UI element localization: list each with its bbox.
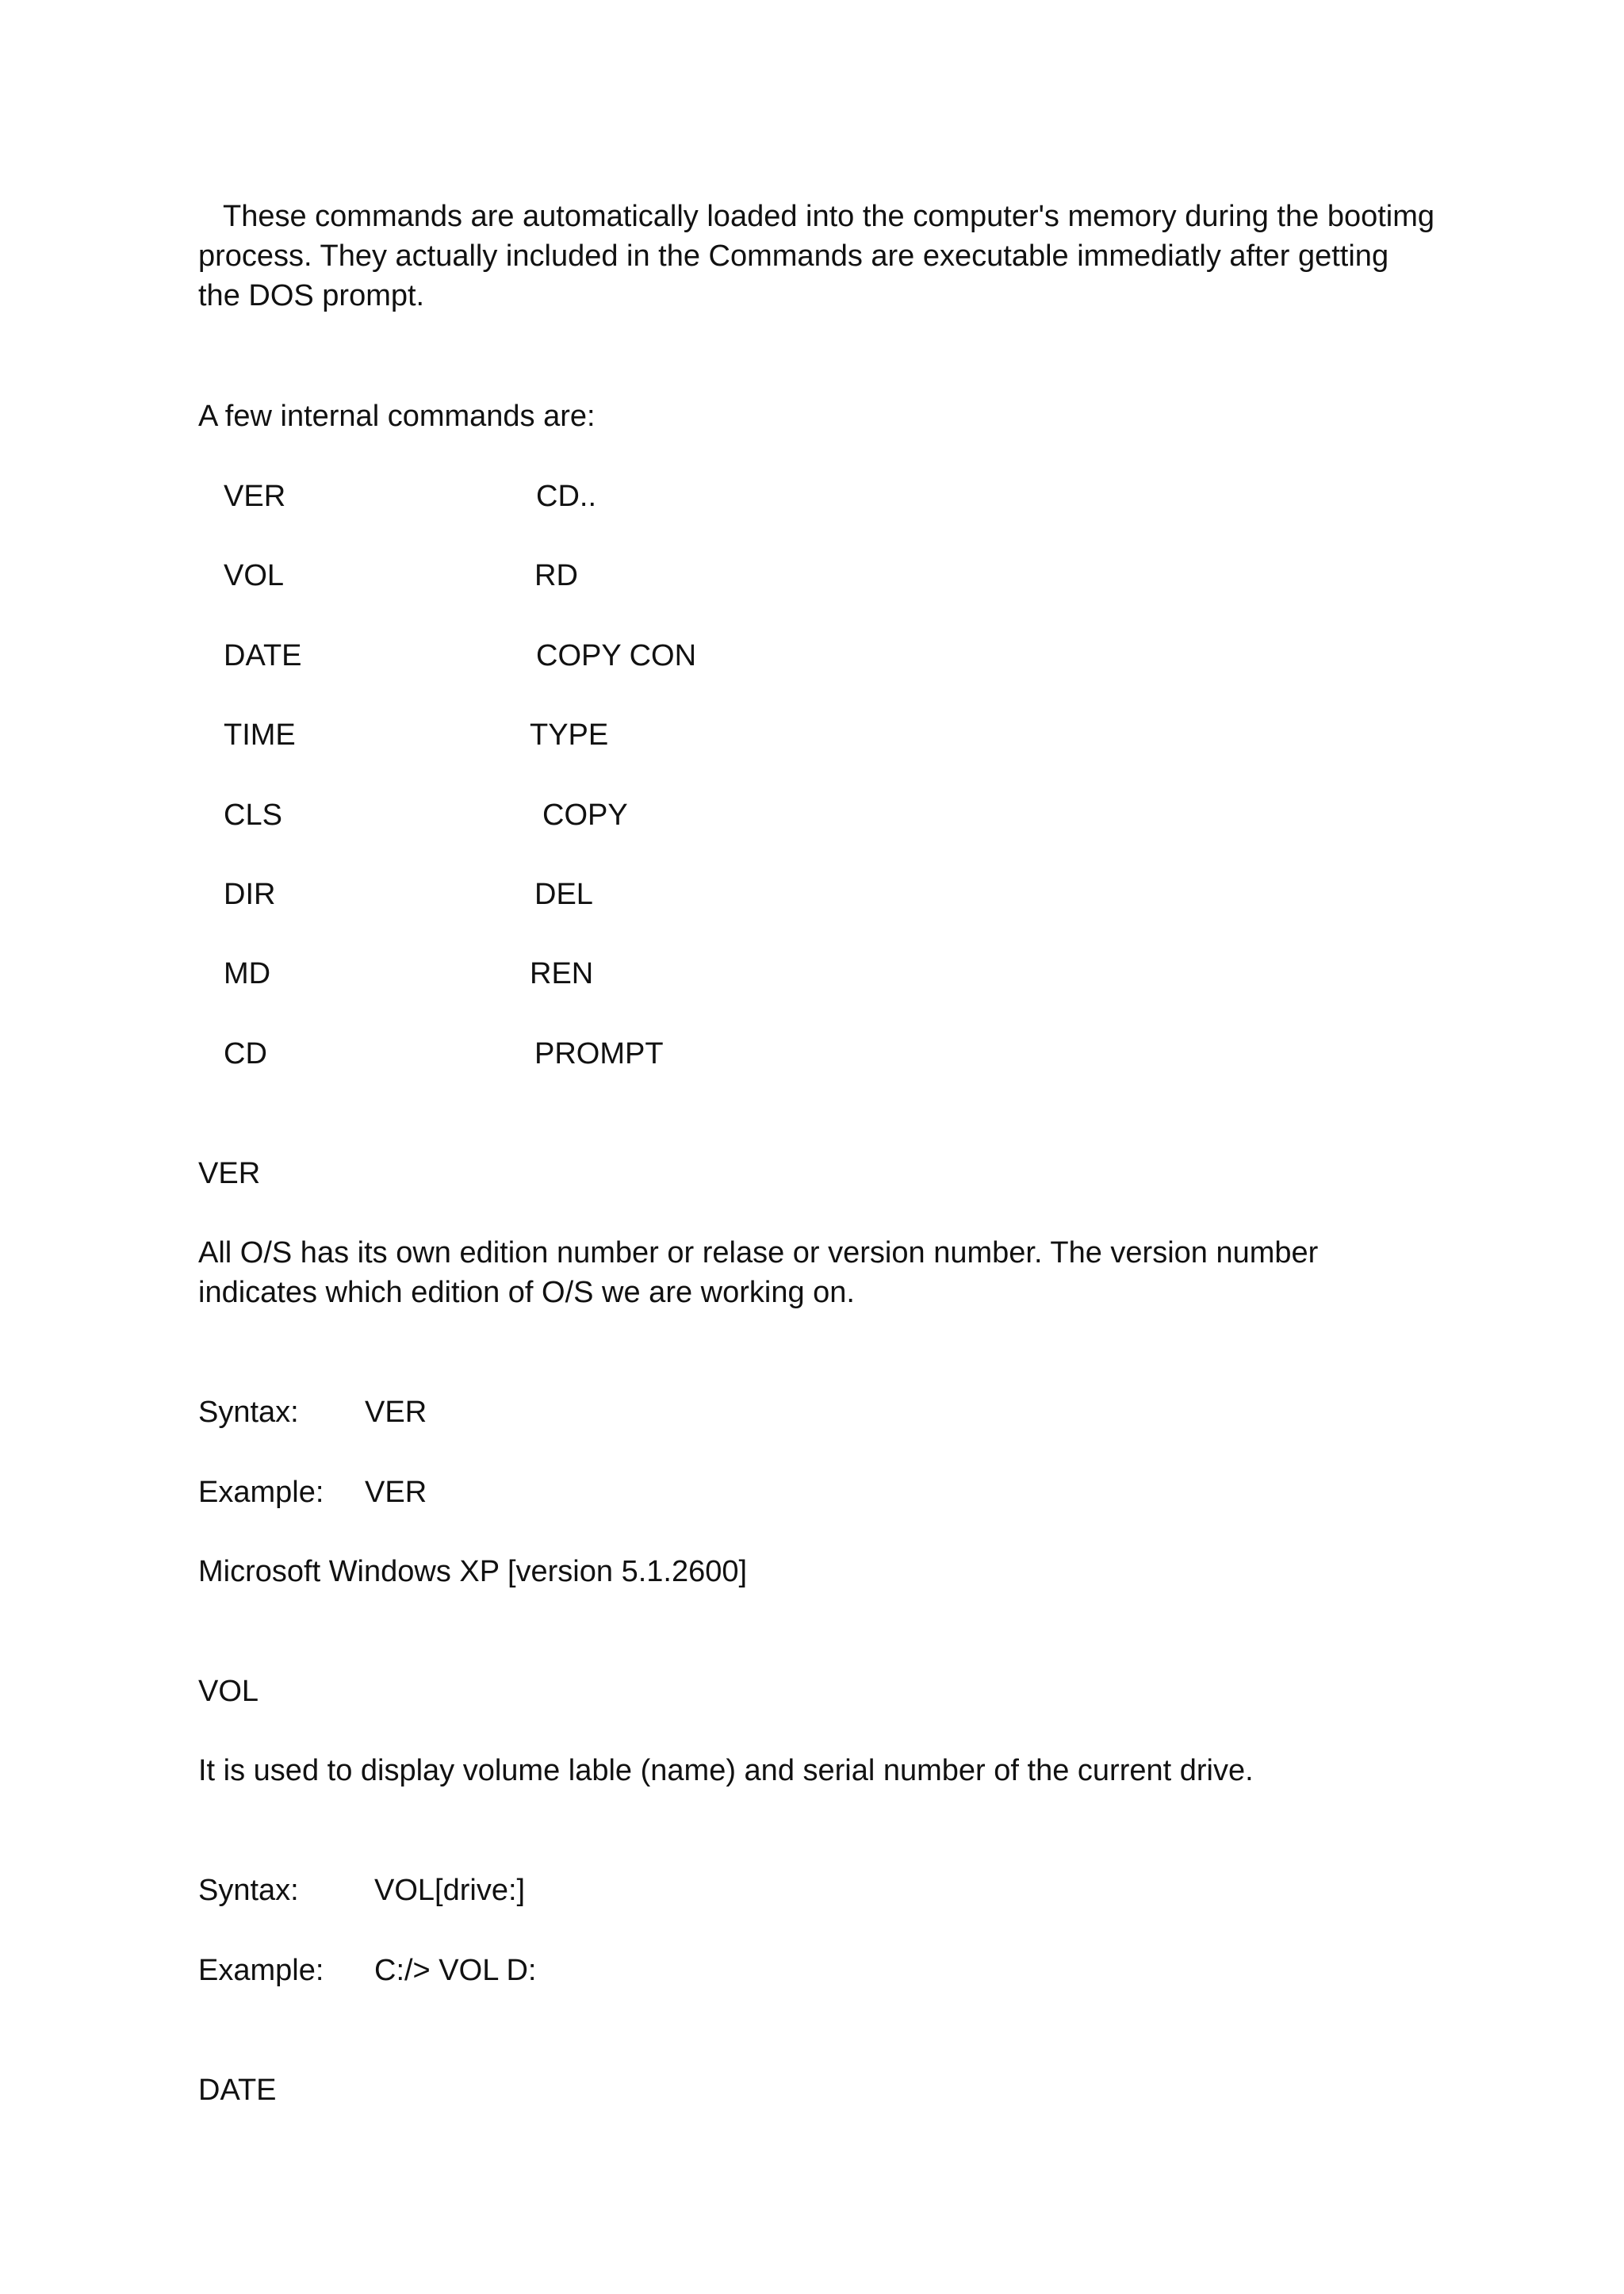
intro-line-3: the DOS prompt. [198, 279, 425, 312]
ver-description-line-2: indicates which edition of O/S we are working on. [198, 1276, 855, 1309]
commands-heading: A few internal commands are: [198, 400, 596, 433]
command-item: TIME [224, 718, 296, 752]
ver-output: Microsoft Windows XP [version 5.1.2600] [198, 1555, 748, 1588]
command-item: MD [224, 957, 271, 990]
command-item: TYPE [530, 718, 609, 752]
command-item: PROMPT [534, 1037, 664, 1070]
command-item: DEL [534, 878, 593, 911]
command-item: RD [534, 559, 578, 592]
command-item: VER [224, 480, 286, 513]
vol-syntax-label: Syntax: [198, 1874, 299, 1907]
vol-description: It is used to display volume lable (name) and serial number of the current drive. [198, 1754, 1254, 1787]
vol-syntax-value: VOL[drive:] [374, 1874, 526, 1907]
command-item: DIR [224, 878, 276, 911]
ver-example-value: VER [365, 1476, 427, 1509]
section-heading-ver: VER [198, 1157, 261, 1190]
vol-example-label: Example: [198, 1954, 324, 1987]
vol-example-value: C:/> VOL D: [374, 1954, 537, 1987]
intro-line-1: These commands are automatically loaded into the computer's memory during the bootimg [198, 200, 1435, 233]
ver-syntax-value: VER [365, 1396, 427, 1429]
ver-description-line-1: All O/S has its own edition number or relase or version number. The version number [198, 1236, 1319, 1270]
intro-line-2: process. They actually included in the Commands are executable immediatly after getting [198, 239, 1389, 273]
command-item: CD [224, 1037, 267, 1070]
command-item: COPY [542, 798, 628, 832]
ver-syntax-label: Syntax: [198, 1396, 299, 1429]
command-item: CD.. [536, 480, 596, 513]
command-item: CLS [224, 798, 282, 832]
command-item: COPY CON [536, 639, 697, 672]
command-item: DATE [224, 639, 302, 672]
section-heading-date: DATE [198, 2074, 277, 2107]
command-item: REN [530, 957, 594, 990]
command-item: VOL [224, 559, 285, 592]
section-heading-vol: VOL [198, 1675, 259, 1708]
ver-example-label: Example: [198, 1476, 324, 1509]
